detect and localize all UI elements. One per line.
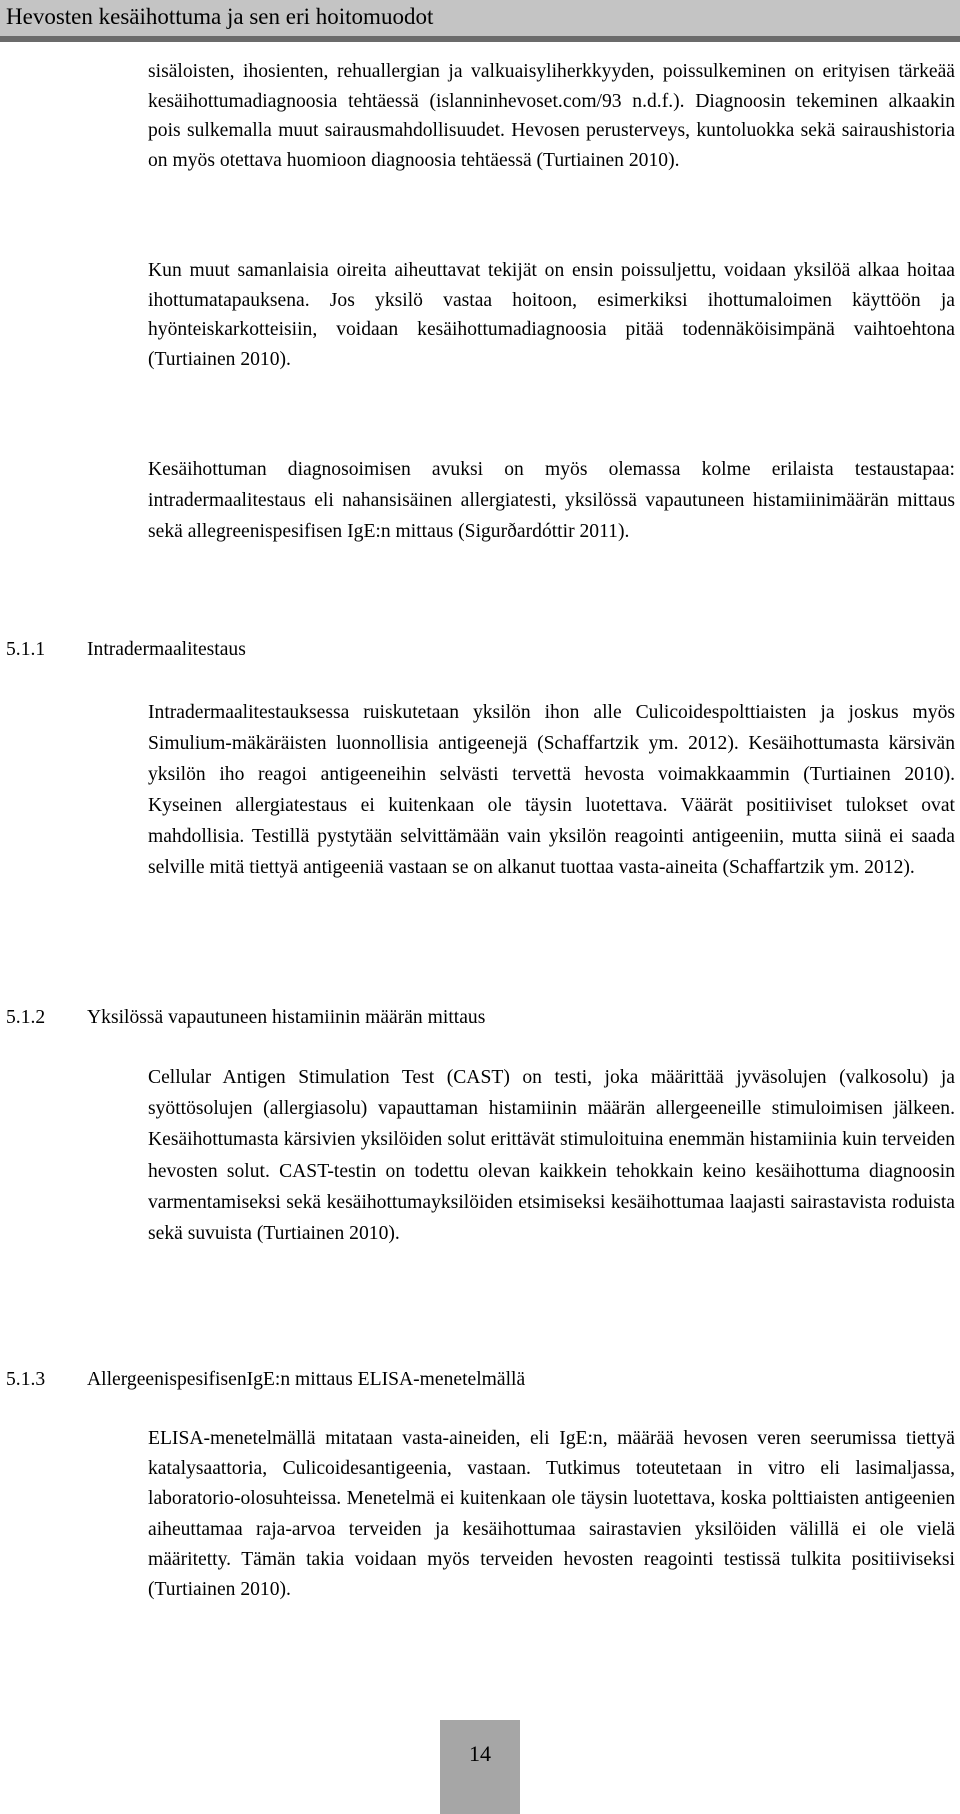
- page-number-box: [440, 1720, 520, 1814]
- section-number: 5.1.2: [6, 1007, 46, 1028]
- section-number: 5.1.3: [6, 1369, 46, 1390]
- section-body-text: ELISA-menetelmällä mitataan vasta-aineiden, eli IgE:n, määrää hevosen veren seerumissa tiettyä katalysaattoria, Culicoidesantigeenia, vastaan. Tutkimus toteutetaan in vitro eli lasimaljassa, laboratorio-olosuhteissa. Menetelmä ei kuitenkaan ole täysin luotettava, koska polttiaisten antigeenien aiheuttamaa raja-arvoa terveiden ja kesäihottumaa sairastavien yksilöiden välillä ei ole vielä määritetty. Tämän takia voidaan myös terveiden hevosten reagointi testissä tulkita positiiviseksi (Turtiainen 2010).: [148, 1428, 955, 1601]
- paragraph-text: sisäloisten, ihosienten, rehuallergian ja valkuaisyliherkkyyden, poissulkeminen on erityisen tärkeää kesäihottumadiagnoosia tehtäessä (islanninhevoset.com/93 n.d.f.). Diagnoosin tekeminen alkaakin pois sulkemalla muut sairausmahdollisuudet. Hevosen perusterveys, kuntoluokka sekä sairaushistoria on myös otettava huomioon diagnoosia tehtäessä (Turtiainen 2010).: [148, 61, 955, 171]
- section-body-5-1-3: [148, 1424, 955, 1605]
- page-number: 14: [469, 1741, 491, 1766]
- section-number: 5.1.1: [6, 639, 46, 660]
- section-body-text: Cellular Antigen Stimulation Test (CAST) on testi, joka määrittää jyväsolujen (valkosolu) ja syöttösolujen (allergiasolu) vapauttaman histamiinin määrän allergeeneille stimuloimisen jälkeen. Kesäihottumasta kärsivien yksilöiden solut erittävät stimuloituina enemmän histamiinia kuin terveiden hevosten solut. CAST-testin on todettu olevan kaikkein tehokkain keino kesäihottuma diagnoosin varmentamiseksi sekä kesäihottumayksilöiden etsimiseksi kesäihottumaa laajasti sairastavista roduista sekä suvuista (Turtiainen 2010).: [148, 1067, 955, 1245]
- running-header: [0, 0, 960, 42]
- paragraph-text: Kesäihottuman diagnosoimisen avuksi on myös olemassa kolme erilaista testaustapaa: intradermaalitestaus eli nahansisäinen allergiatesti, yksilössä vapautuneen histamiinimäärän mittaus sekä allegreenispesifisen IgE:n mittaus (Sigurðardóttir 2011).: [148, 459, 955, 542]
- paragraph-exclusion: [148, 57, 955, 175]
- section-body-text: Intradermaalitestauksessa ruiskutetaan yksilön ihon alle Culicoidespolttiaisten ja joskus myös Simulium-mäkäräisten luonnollisia antigeenejä (Schaffartzik ym. 2012). Kesäihottumasta kärsivän yksilön iho reagoi antigeeneihin selvästi tervettä hevosta voimakkaammin (Turtiainen 2010). Kyseinen allergiatestaus ei kuitenkaan ole täysin luotettava. Väärät positiiviset tulokset ovat mahdollisia. Testillä pystytään selvittämään vain yksilön reagointi antigeeniin, mutta siinä ei saada selville mitä tiettyä antigeeniä vastaan se on alkanut tuottaa vasta-aineita (Schaffartzik ym. 2012).: [148, 702, 955, 878]
- section-body-5-1-1: [148, 697, 955, 883]
- section-heading-5-1-2: [6, 1004, 485, 1032]
- section-heading-5-1-1: [6, 636, 246, 664]
- document-title: Hevosten kesäihottuma ja sen eri hoitomuodot: [6, 4, 434, 29]
- section-title: Yksilössä vapautuneen histamiinin määrän mittaus: [87, 1007, 486, 1028]
- paragraph-treatment-response: [148, 256, 955, 374]
- section-heading-5-1-3: [6, 1366, 525, 1394]
- section-title: Intradermaalitestaus: [87, 639, 246, 660]
- paragraph-test-methods: [148, 454, 955, 547]
- section-title: AllergeenispesifisenIgE:n mittaus ELISA-menetelmällä: [87, 1369, 526, 1390]
- paragraph-text: Kun muut samanlaisia oireita aiheuttavat tekijät on ensin poissuljettu, voidaan yksilöä alkaa hoitaa ihottumatapauksena. Jos yksilö vastaa hoitoon, esimerkiksi ihottumaloimen käyttöön ja hyönteiskarkotteisiin, voidaan kesäihottumadiagnoosia pitää todennäköisimpänä vaihtoehtona (Turtiainen 2010).: [148, 260, 955, 370]
- section-body-5-1-2: [148, 1062, 955, 1249]
